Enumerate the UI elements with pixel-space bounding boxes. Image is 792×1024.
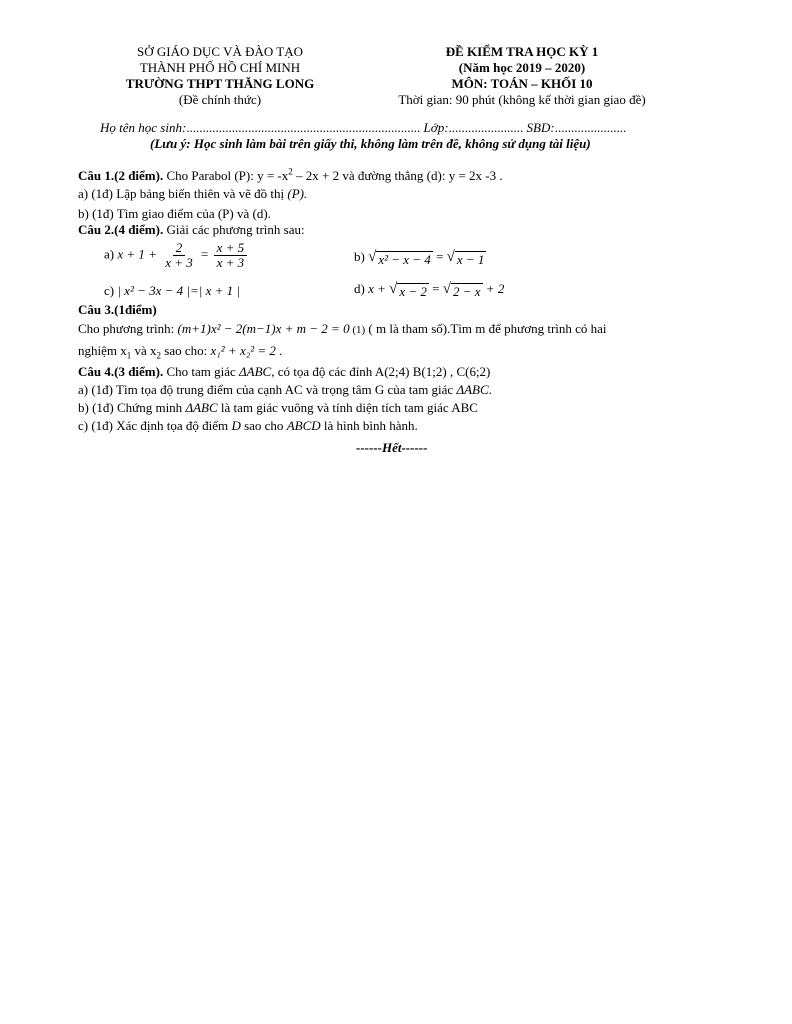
q1-intro-a: Cho Parabol (P): y = -x	[163, 168, 289, 183]
student-info-line	[100, 120, 700, 136]
q4-title-line	[78, 364, 490, 380]
q2-d-sqrt-1	[389, 281, 429, 299]
q1-title: Câu 1.(2 điểm).	[78, 168, 164, 183]
q4-part-a	[78, 382, 492, 398]
header-right	[372, 44, 672, 108]
q2-c-label: c)	[104, 283, 115, 298]
q1-title-line	[78, 168, 503, 184]
q4-a-triangle: ΔABC	[456, 382, 489, 397]
q2-a-f2-den: x + 3	[216, 255, 245, 270]
q2-title-line	[78, 222, 305, 238]
q3-equation-tag: (1)	[349, 324, 366, 336]
q2-a-label: a)	[104, 246, 115, 262]
q3-line2-a: nghiệm x	[78, 343, 127, 358]
q2-d-label: d)	[354, 281, 365, 296]
q3-title: Câu 3.(1điểm)	[78, 302, 157, 317]
class-dots: .......................	[448, 120, 524, 135]
q2-a-f2-num: x + 5	[214, 241, 248, 256]
q2-d-rhs: + 2	[482, 281, 505, 296]
q4-quadrilateral: ABCD	[286, 418, 321, 433]
q2-title: Câu 2.(4 điểm).	[78, 222, 164, 237]
q4-part-b	[78, 400, 478, 416]
q2-b-rad2: x − 1	[456, 252, 485, 268]
q1-exponent: 2	[288, 166, 293, 177]
q4-part-c	[78, 418, 418, 434]
q4-intro-b: , có tọa độ các đỉnh A(2;4) B(1;2) , C(6;2)	[271, 364, 491, 379]
sbd-label: SBD:	[526, 120, 555, 135]
q3-sub-1: 1	[126, 350, 132, 361]
sbd-dots: ......................	[554, 120, 627, 135]
q1-part-a	[78, 186, 307, 202]
sqrt-sign: √	[446, 249, 455, 266]
q2-part-a	[104, 241, 249, 270]
q3-condition: x₁² + x₂² = 2	[210, 343, 276, 358]
q2-b-equals: =	[432, 249, 447, 264]
q2-a-fraction-2	[214, 241, 248, 270]
city-name: THÀNH PHỐ HỒ CHÍ MINH	[139, 60, 301, 75]
q2-a-f1-den: x + 3	[165, 255, 193, 270]
q2-d-sqrt-2	[443, 281, 483, 299]
q3-line2-c: sao cho:	[161, 343, 211, 358]
q4-b-end: là tam giác vuông và tính diện tích tam giác ABC	[217, 400, 478, 415]
q4-c-text: c) (1đ) Xác định tọa độ điểm	[78, 418, 232, 433]
q4-a-text: a) (1đ) Tìm tọa độ trung điểm của cạnh AC và trọng tâm G của tam giác	[78, 382, 457, 397]
q4-c-end: là hình bình hành.	[320, 418, 418, 433]
school-year: (Năm học 2019 – 2020)	[458, 60, 586, 75]
student-name-label: Họ tên học sinh:	[100, 120, 187, 135]
q2-a-fraction-1	[162, 241, 196, 270]
q2-d-rad1: x − 2	[399, 284, 427, 300]
q1-part-b: b) (1đ) Tìm giao điểm của (P) và (d).	[78, 206, 271, 221]
q2-b-sqrt-2	[447, 249, 487, 267]
q2-a-lhs: x + 1 +	[117, 246, 157, 262]
subject-grade: MÔN: TOÁN – KHỐI 10	[451, 76, 593, 91]
q2-b-rad1: x² − x − 4	[378, 252, 431, 268]
exam-title: ĐỀ KIỂM TRA HỌC KỲ 1	[445, 44, 599, 59]
q2-b-sqrt-1	[368, 249, 433, 267]
q1-intro-b: – 2x + 2 và đường thẳng (d): y = 2x -3 .	[292, 168, 503, 183]
sqrt-sign: √	[368, 249, 377, 266]
q3-line1-a: Cho phương trình:	[78, 321, 178, 336]
q2-d-rad2: 2 − x	[453, 284, 481, 300]
time-allowed: Thời gian: 90 phút (không kể thời gian giao đề)	[398, 92, 646, 107]
q2-d-equals: =	[428, 281, 443, 296]
q4-intro-a: Cho tam giác	[163, 364, 240, 379]
sqrt-sign: √	[442, 281, 451, 298]
exam-note: (Lưu ý: Học sinh làm bài trên giấy thi, không làm trên đề, không sử dụng tài liệu)	[150, 136, 591, 151]
q4-title: Câu 4.(3 điểm).	[78, 364, 164, 379]
official-label: (Đề chính thức)	[178, 92, 262, 107]
q3-line1-b: ( m là tham số).Tìm m để phương trình có hai	[365, 321, 607, 336]
header-left	[100, 44, 340, 108]
q2-intro: Giải các phương trình sau:	[163, 222, 305, 237]
class-label: Lớp:	[423, 120, 449, 135]
q3-sub-2: 2	[156, 350, 162, 361]
q3-equation: (m+1)x² − 2(m−1)x + m − 2 = 0	[177, 321, 350, 336]
q2-b-label: b)	[354, 249, 365, 264]
q4-b-text: b) (1đ) Chứng minh	[78, 400, 186, 415]
q2-part-b	[354, 249, 486, 267]
q4-triangle: ΔABC	[239, 364, 272, 379]
q2-a-equals: =	[200, 246, 209, 262]
q4-a-end: .	[488, 382, 492, 397]
q3-line2-b: và x	[131, 343, 157, 358]
q2-part-d	[354, 281, 504, 299]
q2-part-c	[104, 283, 240, 299]
q4-c-mid: sao cho	[240, 418, 287, 433]
school-name: TRƯỜNG THPT THĂNG LONG	[125, 76, 315, 91]
q2-c-expr: | x² − 3x − 4 |=| x + 1 |	[117, 283, 240, 298]
sqrt-sign: √	[389, 281, 398, 298]
q3-line-2	[78, 343, 282, 359]
q2-d-lhs: x +	[368, 281, 386, 296]
q1-a-text: a) (1đ) Lập bảng biến thiên và vẽ đồ thị	[78, 186, 285, 201]
q1-a-math: (P).	[284, 186, 308, 201]
q3-line-1	[78, 321, 607, 338]
q4-b-triangle: ΔABC	[185, 400, 218, 415]
end-mark: ------Hết------	[356, 440, 428, 455]
q3-line2-d: .	[275, 343, 283, 358]
department-name: SỞ GIÁO DỤC VÀ ĐÀO TẠO	[137, 44, 303, 59]
q4-point-d: D	[231, 418, 241, 433]
student-name-dots: ........................................................................	[186, 120, 421, 135]
q2-a-f1-num: 2	[173, 241, 186, 256]
